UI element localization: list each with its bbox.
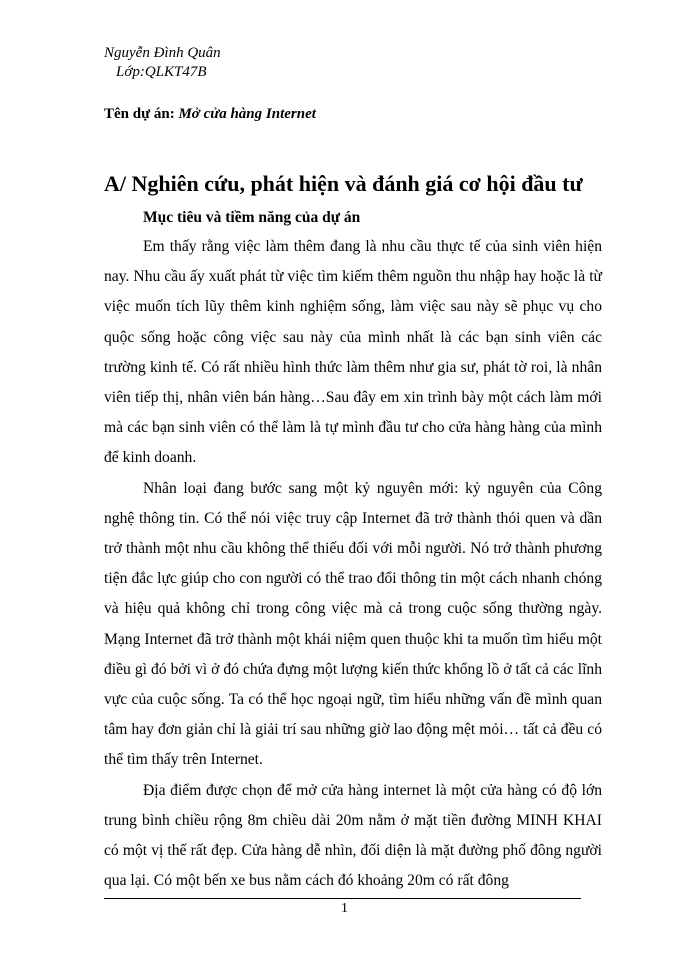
page-number: 1: [341, 901, 348, 916]
subsection-title: Mục tiêu và tiềm năng của dự án: [143, 209, 361, 226]
project-label: Tên dự án:: [104, 106, 175, 122]
author-block: [104, 44, 221, 82]
paragraph-1: Em thấy rằng việc làm thêm đang là nhu cầu thực tế của sinh viên hiện nay. Nhu cầu ấy xuất phát từ việc tìm kiếm thêm nguồn thu nhập hay hoặc là từ việc muốn tích lũy thêm kinh nghiệm sống, làm việc sau này sẽ phục vụ cho quộc sống hoặc công việc sau này của mình nhất là các bạn sinh viên các trường kinh tế. Có rất nhiều hình thức làm thêm như gia sư, phát tờ roi, là nhân viên tiếp thị, nhân viên bán hàng…Sau đây em xin trình bày một cách làm mới mà các bạn sinh viên có thể làm là tự mình đầu tư cho cửa hàng hàng của mình để kinh doanh.: [104, 238, 602, 467]
body-text: [104, 232, 602, 896]
paragraph-2: Nhân loại đang bước sang một kỷ nguyên mới: kỷ nguyên của Công nghệ thông tin. Có thể nói việc truy cập Internet đã trở thành thói quen và dần trở thành một nhu cầu không thể thiếu đối với mỗi người. Nó trở thành phương tiện đắc lực giúp cho con người có thể trao đổi thông tin một cách nhanh chóng và hiệu quả không chỉ trong công việc mà cả trong cuộc sống thường ngày. Mạng Internet đã trở thành một khái niệm quen thuộc khi ta muốn tìm hiểu một điều gì đó bởi vì ở đó chứa đựng một lượng kiến thức khổng lồ ở tất cả các lĩnh vực của cuộc sống. Ta có thể học ngoại ngữ, tìm hiểu những vấn đề mình quan tâm hay đơn giản chỉ là giải trí sau những giờ lao động mệt mỏi… tất cả đều có thể tìm thấy trên Internet.: [104, 479, 602, 769]
project-line: [104, 104, 316, 124]
paragraph-3: Địa điểm được chọn để mở cửa hàng internet là một cửa hàng có độ lớn trung bình chiều rộng 8m chiều dài 20m nằm ở mặt tiền đường MINH KHAI có một vị thế rất đẹp. Cửa hàng dễ nhìn, đối diện là mặt đường phố đông người qua lại. Có một bến xe bus nằm cách đó khoảng 20m có rất đông: [104, 781, 602, 890]
project-name: Mở cửa hàng Internet: [178, 106, 316, 122]
author-name: Nguyễn Đình Quân: [104, 45, 221, 61]
class-label: Lớp:QLKT47B: [116, 64, 207, 80]
section-title: A/ Nghiên cứu, phát hiện và đánh giá cơ hội đầu tư: [104, 171, 583, 196]
footer-divider: [104, 898, 581, 899]
